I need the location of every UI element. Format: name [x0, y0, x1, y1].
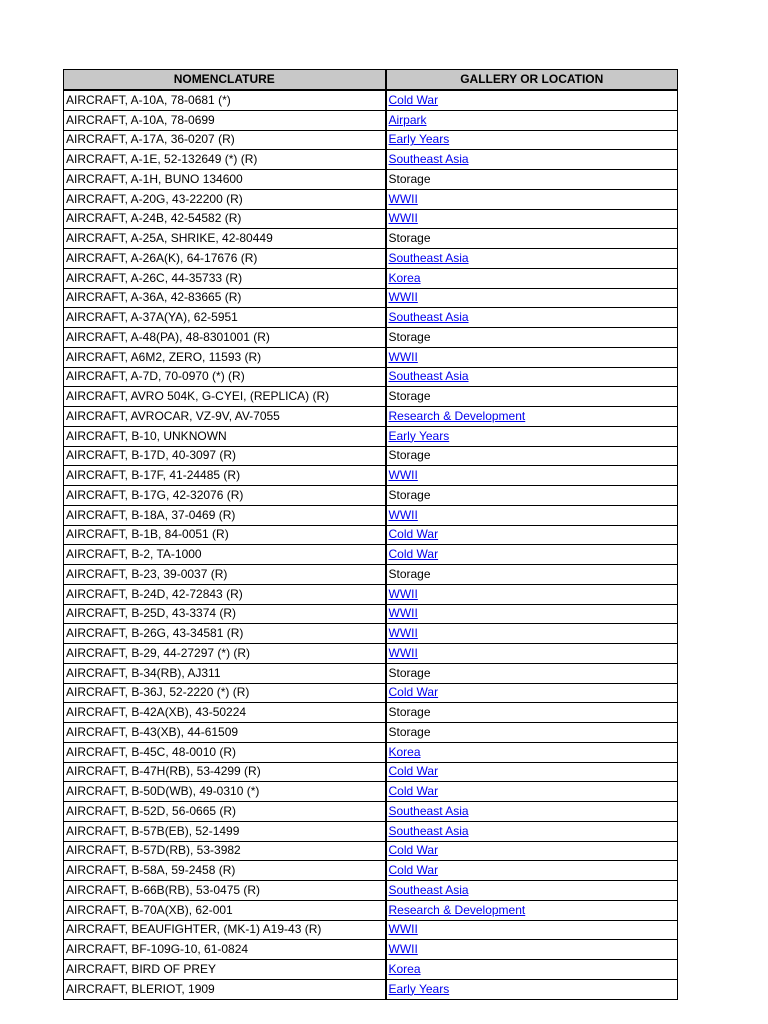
table-row — [64, 821, 678, 841]
table-row — [64, 347, 678, 367]
nomenclature-cell: AIRCRAFT, BLERIOT, 1909 — [64, 979, 386, 999]
location-link[interactable]: Southeast Asia — [388, 310, 469, 325]
table-row — [64, 624, 678, 644]
location-cell — [386, 881, 678, 901]
nomenclature-cell: AIRCRAFT, A-25A, SHRIKE, 42-80449 — [64, 229, 386, 249]
location-text: Storage — [388, 171, 431, 186]
nomenclature-cell: AIRCRAFT, A-26A(K), 64-17676 (R) — [64, 249, 386, 269]
location-link[interactable]: WWII — [388, 645, 418, 660]
nomenclature-cell: AIRCRAFT, B-58A, 59-2458 (R) — [64, 861, 386, 881]
table-row — [64, 367, 678, 387]
table-row — [64, 170, 678, 190]
nomenclature-cell: AIRCRAFT, B-52D, 56-0665 (R) — [64, 802, 386, 822]
location-link[interactable]: WWII — [388, 922, 418, 937]
location-link[interactable]: Southeast Asia — [388, 803, 469, 818]
location-text: Storage — [388, 665, 431, 680]
table-row — [64, 861, 678, 881]
location-cell — [386, 644, 678, 664]
nomenclature-cell: AIRCRAFT, AVRO 504K, G-CYEI, (REPLICA) (R) — [64, 387, 386, 407]
table-row — [64, 841, 678, 861]
table-row — [64, 229, 678, 249]
location-cell — [386, 900, 678, 920]
nomenclature-cell: AIRCRAFT, B-43(XB), 44-61509 — [64, 723, 386, 743]
nomenclature-cell: AIRCRAFT, B-17G, 42-32076 (R) — [64, 486, 386, 506]
table-row — [64, 308, 678, 328]
nomenclature-cell: AIRCRAFT, A-10A, 78-0699 — [64, 110, 386, 130]
table-row — [64, 268, 678, 288]
nomenclature-cell: AIRCRAFT, B-18A, 37-0469 (R) — [64, 505, 386, 525]
table-row — [64, 782, 678, 802]
table-row — [64, 466, 678, 486]
nomenclature-cell: AIRCRAFT, AVROCAR, VZ-9V, AV-7055 — [64, 407, 386, 427]
location-cell — [386, 229, 678, 249]
location-cell — [386, 861, 678, 881]
location-cell — [386, 723, 678, 743]
table-row — [64, 545, 678, 565]
nomenclature-cell: AIRCRAFT, A-36A, 42-83665 (R) — [64, 288, 386, 308]
location-cell — [386, 525, 678, 545]
table-row — [64, 486, 678, 506]
location-link[interactable]: Southeast Asia — [388, 823, 469, 838]
table-row — [64, 900, 678, 920]
location-cell — [386, 407, 678, 427]
location-text: Storage — [388, 389, 431, 404]
aircraft-location-table — [63, 69, 678, 1000]
location-cell — [386, 802, 678, 822]
table-row — [64, 426, 678, 446]
location-link[interactable]: Early Years — [388, 132, 450, 147]
nomenclature-cell: AIRCRAFT, A-26C, 44-35733 (R) — [64, 268, 386, 288]
table-row — [64, 288, 678, 308]
location-link[interactable]: Southeast Asia — [388, 882, 469, 897]
location-cell — [386, 446, 678, 466]
nomenclature-cell: AIRCRAFT, A-1H, BUNO 134600 — [64, 170, 386, 190]
location-cell — [386, 624, 678, 644]
location-cell — [386, 170, 678, 190]
nomenclature-cell: AIRCRAFT, B-10, UNKNOWN — [64, 426, 386, 446]
location-cell — [386, 565, 678, 585]
nomenclature-cell: AIRCRAFT, B-1B, 84-0051 (R) — [64, 525, 386, 545]
table-row — [64, 249, 678, 269]
nomenclature-cell: AIRCRAFT, A6M2, ZERO, 11593 (R) — [64, 347, 386, 367]
table-row — [64, 189, 678, 209]
table-row — [64, 387, 678, 407]
table-row — [64, 802, 678, 822]
nomenclature-header: NOMENCLATURE — [64, 70, 386, 91]
nomenclature-cell: AIRCRAFT, B-25D, 43-3374 (R) — [64, 604, 386, 624]
table-row — [64, 940, 678, 960]
table-row — [64, 663, 678, 683]
nomenclature-cell: AIRCRAFT, BF-109G-10, 61-0824 — [64, 940, 386, 960]
location-link[interactable]: WWII — [388, 211, 418, 226]
location-cell — [386, 604, 678, 624]
nomenclature-cell: AIRCRAFT, B-42A(XB), 43-50224 — [64, 703, 386, 723]
nomenclature-cell: AIRCRAFT, A-7D, 70-0970 (*) (R) — [64, 367, 386, 387]
location-text: Storage — [388, 231, 431, 246]
location-cell — [386, 308, 678, 328]
nomenclature-cell: AIRCRAFT, B-26G, 43-34581 (R) — [64, 624, 386, 644]
location-cell — [386, 841, 678, 861]
table-row — [64, 130, 678, 150]
location-cell — [386, 209, 678, 229]
table-row — [64, 110, 678, 130]
table-body — [64, 90, 678, 999]
nomenclature-cell: AIRCRAFT, B-70A(XB), 62-001 — [64, 900, 386, 920]
location-cell — [386, 486, 678, 506]
table-row — [64, 150, 678, 170]
location-link[interactable]: Southeast Asia — [388, 369, 469, 384]
location-cell — [386, 979, 678, 999]
location-cell — [386, 505, 678, 525]
location-link[interactable]: Early Years — [388, 428, 450, 443]
location-link[interactable]: Research & Development — [388, 408, 526, 423]
header-row — [64, 70, 678, 91]
table-row — [64, 328, 678, 348]
table-row — [64, 565, 678, 585]
table-row — [64, 505, 678, 525]
nomenclature-cell: AIRCRAFT, A-1E, 52-132649 (*) (R) — [64, 150, 386, 170]
table-row — [64, 703, 678, 723]
location-link[interactable]: Cold War — [388, 527, 439, 542]
location-text: Storage — [388, 448, 431, 463]
nomenclature-cell: AIRCRAFT, B-23, 39-0037 (R) — [64, 565, 386, 585]
location-cell — [386, 347, 678, 367]
location-link[interactable]: Early Years — [388, 981, 450, 996]
location-link[interactable]: Korea — [388, 270, 421, 285]
location-cell — [386, 703, 678, 723]
location-cell — [386, 110, 678, 130]
location-text: Storage — [388, 705, 431, 720]
location-cell — [386, 782, 678, 802]
nomenclature-cell: AIRCRAFT, B-45C, 48-0010 (R) — [64, 742, 386, 762]
location-link[interactable]: WWII — [388, 606, 418, 621]
location-link[interactable]: WWII — [388, 507, 418, 522]
location-link[interactable]: Southeast Asia — [388, 250, 469, 265]
nomenclature-cell: AIRCRAFT, B-36J, 52-2220 (*) (R) — [64, 683, 386, 703]
table-row — [64, 881, 678, 901]
location-link[interactable]: Korea — [388, 961, 421, 976]
location-cell — [386, 683, 678, 703]
location-link[interactable]: WWII — [388, 191, 418, 206]
nomenclature-cell: AIRCRAFT, B-24D, 42-72843 (R) — [64, 584, 386, 604]
table-row — [64, 584, 678, 604]
location-cell — [386, 387, 678, 407]
nomenclature-cell: AIRCRAFT, B-17F, 41-24485 (R) — [64, 466, 386, 486]
location-link[interactable]: Cold War — [388, 863, 439, 878]
nomenclature-cell: AIRCRAFT, B-2, TA-1000 — [64, 545, 386, 565]
location-cell — [386, 940, 678, 960]
location-link[interactable]: WWII — [388, 942, 418, 957]
location-text: Storage — [388, 724, 431, 739]
location-text: Storage — [388, 329, 431, 344]
table-row — [64, 762, 678, 782]
location-cell — [386, 268, 678, 288]
location-link[interactable]: Southeast Asia — [388, 152, 469, 167]
table-row — [64, 446, 678, 466]
location-link[interactable]: WWII — [388, 626, 418, 641]
table-row — [64, 407, 678, 427]
location-cell — [386, 584, 678, 604]
location-cell — [386, 920, 678, 940]
location-text: Storage — [388, 487, 431, 502]
table-row — [64, 683, 678, 703]
location-link[interactable]: Airpark — [388, 112, 427, 127]
location-cell — [386, 367, 678, 387]
location-cell — [386, 328, 678, 348]
location-link[interactable]: Cold War — [388, 92, 439, 107]
location-cell — [386, 960, 678, 980]
location-link[interactable]: Cold War — [388, 764, 439, 779]
location-cell — [386, 90, 678, 110]
nomenclature-cell: AIRCRAFT, A-37A(YA), 62-5951 — [64, 308, 386, 328]
location-cell — [386, 150, 678, 170]
nomenclature-cell: AIRCRAFT, A-20G, 43-22200 (R) — [64, 189, 386, 209]
location-cell — [386, 762, 678, 782]
nomenclature-cell: AIRCRAFT, A-10A, 78-0681 (*) — [64, 90, 386, 110]
nomenclature-cell: AIRCRAFT, B-17D, 40-3097 (R) — [64, 446, 386, 466]
location-cell — [386, 821, 678, 841]
table-row — [64, 960, 678, 980]
location-link[interactable]: Cold War — [388, 784, 439, 799]
table-row — [64, 90, 678, 110]
table-row — [64, 742, 678, 762]
location-cell — [386, 189, 678, 209]
location-link[interactable]: WWII — [388, 290, 418, 305]
location-cell — [386, 130, 678, 150]
location-cell — [386, 663, 678, 683]
table-row — [64, 644, 678, 664]
location-link[interactable]: WWII — [388, 586, 418, 601]
nomenclature-cell: AIRCRAFT, B-57D(RB), 53-3982 — [64, 841, 386, 861]
location-cell — [386, 426, 678, 446]
location-cell — [386, 288, 678, 308]
nomenclature-cell: AIRCRAFT, A-24B, 42-54582 (R) — [64, 209, 386, 229]
table-row — [64, 723, 678, 743]
table-row — [64, 920, 678, 940]
gallery-location-header: GALLERY OR LOCATION — [386, 70, 678, 91]
nomenclature-cell: AIRCRAFT, B-57B(EB), 52-1499 — [64, 821, 386, 841]
location-link[interactable]: Cold War — [388, 685, 439, 700]
nomenclature-cell: AIRCRAFT, B-34(RB), AJ311 — [64, 663, 386, 683]
table-row — [64, 604, 678, 624]
nomenclature-cell: AIRCRAFT, B-66B(RB), 53-0475 (R) — [64, 881, 386, 901]
location-link[interactable]: Korea — [388, 744, 421, 759]
location-cell — [386, 742, 678, 762]
table-row — [64, 525, 678, 545]
nomenclature-cell: AIRCRAFT, BIRD OF PREY — [64, 960, 386, 980]
location-link[interactable]: WWII — [388, 468, 418, 483]
nomenclature-cell: AIRCRAFT, B-47H(RB), 53-4299 (R) — [64, 762, 386, 782]
location-cell — [386, 249, 678, 269]
nomenclature-cell: AIRCRAFT, A-17A, 36-0207 (R) — [64, 130, 386, 150]
nomenclature-cell: AIRCRAFT, BEAUFIGHTER, (MK-1) A19-43 (R) — [64, 920, 386, 940]
location-cell — [386, 545, 678, 565]
table-row — [64, 979, 678, 999]
location-link[interactable]: Cold War — [388, 843, 439, 858]
nomenclature-cell: AIRCRAFT, B-29, 44-27297 (*) (R) — [64, 644, 386, 664]
nomenclature-cell: AIRCRAFT, A-48(PA), 48-8301001 (R) — [64, 328, 386, 348]
location-cell — [386, 466, 678, 486]
location-link[interactable]: Research & Development — [388, 902, 526, 917]
location-link[interactable]: Cold War — [388, 547, 439, 562]
table-row — [64, 209, 678, 229]
nomenclature-cell: AIRCRAFT, B-50D(WB), 49-0310 (*) — [64, 782, 386, 802]
location-text: Storage — [388, 566, 431, 581]
location-link[interactable]: WWII — [388, 349, 418, 364]
